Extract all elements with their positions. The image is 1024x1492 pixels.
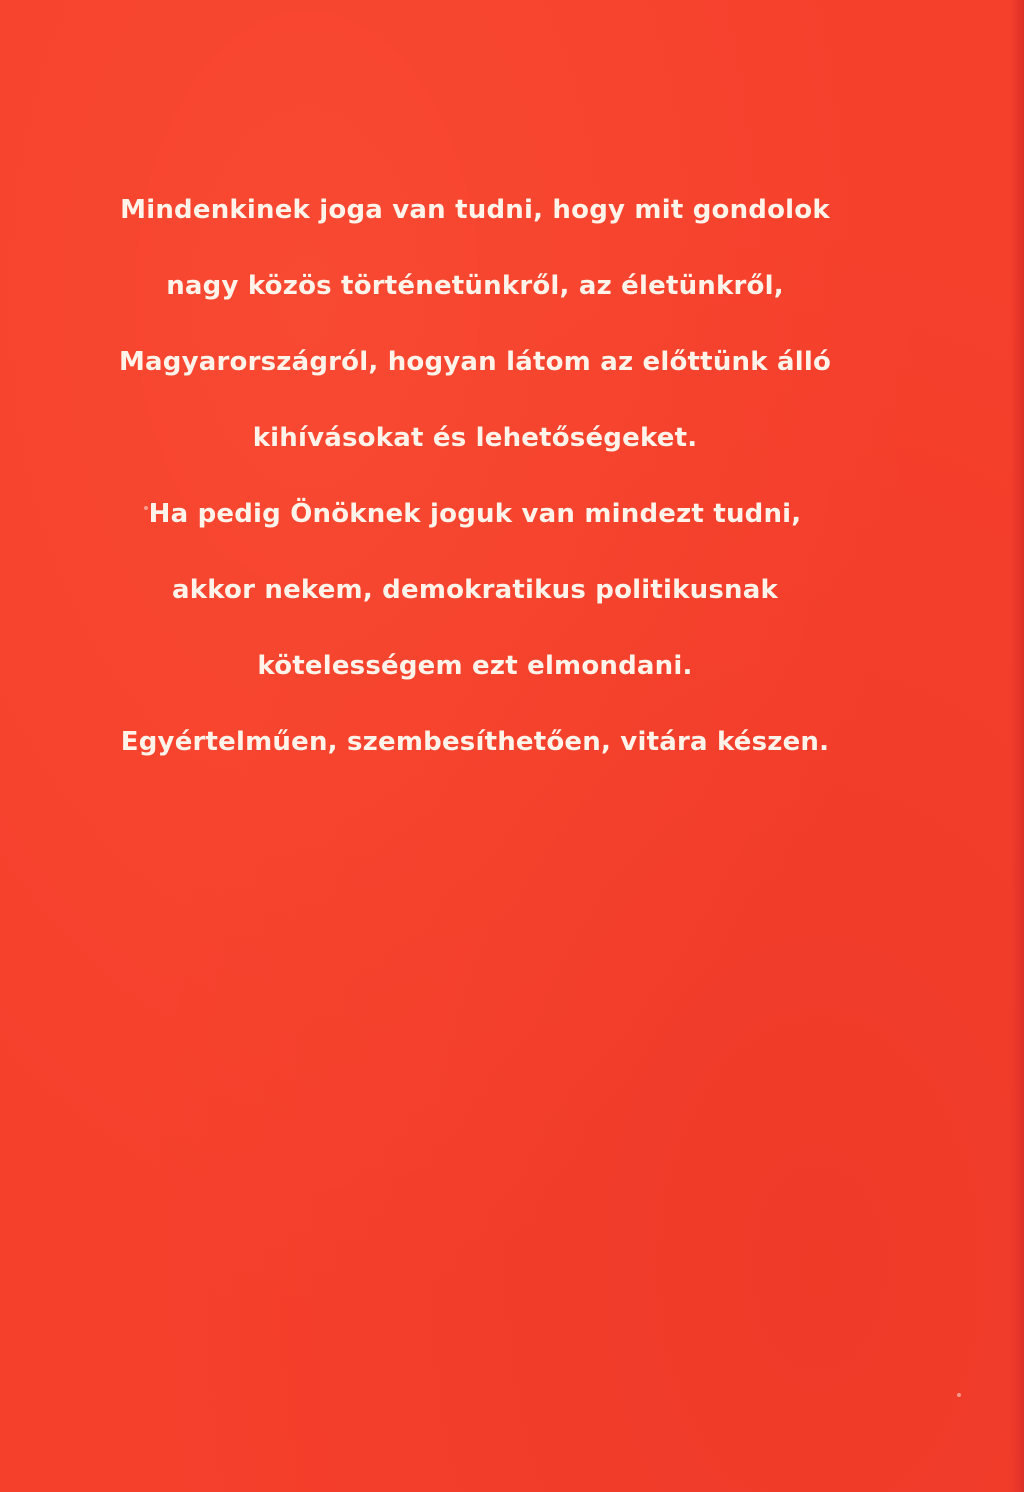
quote-line: nagy közös történetünkről, az életünkről, [166,271,784,301]
quote-line: kihívásokat és lehetőségeket. [252,423,698,453]
print-speck [144,506,148,510]
quote-line: Mindenkinek joga van tudni, hogy mit gondolok [120,195,830,225]
quote-line: akkor nekem, demokratikus politikusnak [172,575,778,605]
quote-line: kötelességem ezt elmondani. [257,651,693,681]
spine-edge [1010,0,1024,1492]
print-speck [957,1393,961,1397]
quote-line: Egyértelműen, szembesíthetően, vitára készen. [120,727,830,757]
quote-line: Magyarországról, hogyan látom az előttünk álló [118,347,832,377]
quote-text [0,182,950,790]
quote-line: Ha pedig Önöknek joguk van mindezt tudni, [148,499,802,529]
